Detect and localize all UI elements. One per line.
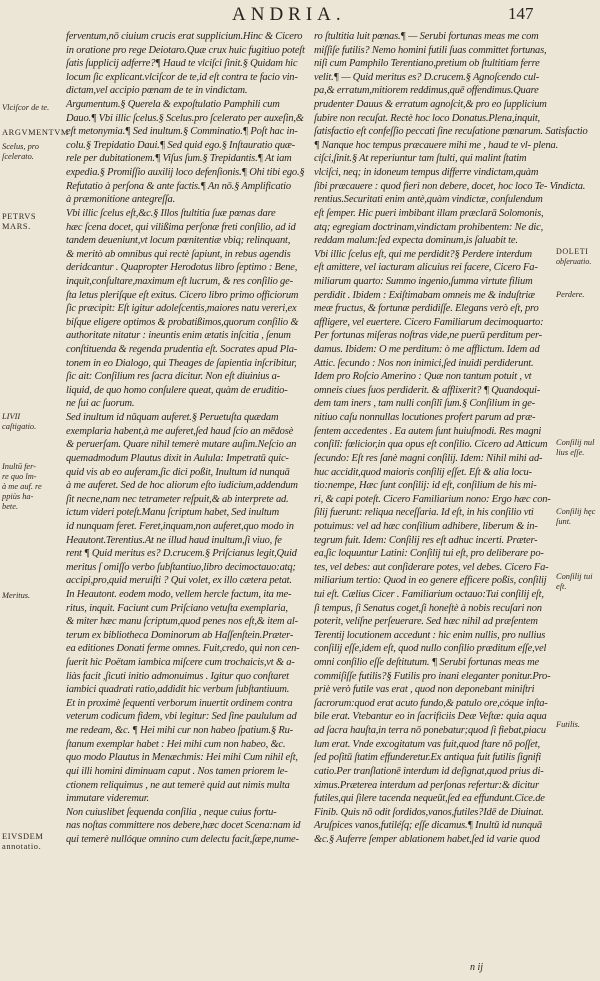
text-line: dictam,vel accipio pœnam de te in vindictam. bbox=[66, 85, 248, 97]
text-line: nitiuo caſu nonnullas locutiones profert parum ad præ- bbox=[314, 412, 536, 424]
text-line: ſecundo: Eſt res ſanè magni conſilij. Idem: Nihil mihi ad- bbox=[314, 452, 543, 464]
text-line: omni conſilio eſſe deſtitutum. ¶ Serubi fortunas meas me bbox=[314, 657, 539, 669]
text-line: tes, vel debes: aut conſiderare potes, vel debes. Cicero Fa- bbox=[314, 561, 549, 573]
text-line: tegrum fuit. Idem: Conſilij res eſt adhuc incerti. Præter- bbox=[314, 534, 538, 546]
text-line: liquid, de quo homo conſulere queat, quàm de eruditio- bbox=[66, 384, 288, 396]
text-line: inquit,conſultare,maximum eſt lucrum, & res conſilio ge- bbox=[66, 275, 293, 287]
text-line: immutare videremur. bbox=[66, 793, 149, 805]
text-line: ¶ Nanque hoc tempus præcauere mihi me , haud te vl- plena. bbox=[314, 139, 558, 151]
text-line: deridcantur . Quapropter Herodotus libro ſeptimo : Bene, bbox=[66, 262, 298, 274]
text-line: biſque eligere optimos & probatißimos,quorum conſilio & bbox=[66, 316, 299, 328]
text-line: accipi,pro,quid meruiſti ? Qui volet, ex illo cætera petat. bbox=[66, 575, 292, 587]
text-line: miſſiſe futilis? Nemo homini futili ſuas committet fortunas, bbox=[314, 44, 547, 56]
text-line: ſacrorum:quod erat acuto fundo,& patulo ore,cóque inſta- bbox=[314, 697, 548, 709]
text-line: terum ex bibliotheca Dominorum ab Haſſenſtein.Præter- bbox=[66, 629, 294, 641]
text-line: &c.§ Auferre ſemper ablationem habet,ſed id varie quod bbox=[314, 833, 540, 845]
text-line: miliarum quarto: Summo ingenio,ſumma virtute filium bbox=[314, 275, 533, 287]
text-line: Heautont.Terentius.At ne illud haud inultum,ſi viuo, fe bbox=[66, 534, 282, 546]
text-line: priè verò futile vas erat , quod non deponebant miniſtri bbox=[314, 684, 535, 696]
text-line: & peruerſam. Quare nihil temerè mutare auſim.Neſcio an bbox=[66, 439, 297, 451]
text-line: ctionem reliquimus , ne aut temerè quid aut nimis multa bbox=[66, 779, 290, 791]
margin-note-consilij-nullius: Conſilij nul lius eſſe. bbox=[556, 438, 595, 457]
text-line: niſi cum Pamphilo Terentiano,pretium ob ſtultitiam ferre bbox=[314, 58, 540, 70]
text-line: vlciſci, neq; in idoneum tempus differre vindictam,quàm bbox=[314, 167, 539, 179]
text-line: quid vis ab eo auferam,ſic dici poßit, Inultum id nunquā bbox=[66, 466, 290, 478]
text-line: catio.Per tranſlationē interdum id deſignat,quod prius di- bbox=[314, 765, 544, 777]
margin-note-futilis: Futilis. bbox=[556, 720, 580, 729]
text-line: conſtituenda & regenda prudentia eſt. Socrates apud Pla- bbox=[66, 344, 298, 356]
text-line: tui eſt. Cælius Cicer . Familiarium octauo:Tui conſilij eſt, bbox=[314, 588, 544, 600]
text-line: omneis ciues ſuos perdiderit. & afflixerit? ¶ Quandoqui- bbox=[314, 384, 541, 396]
text-line: ſic præcipit: Eſt igitur adoleſcentis,maiores natu vereri,ex bbox=[66, 303, 297, 315]
text-line: ſtanum exemplar habet : Hei mihi cum non habeo, &c. bbox=[66, 738, 286, 750]
text-line: Non cuiuslibet ſequenda conſilia , neque cuius fortu- bbox=[66, 806, 277, 818]
text-line: bile erat. Vtebantur eo in ſacrificiis Deæ Veſtæ: quia aqua bbox=[314, 711, 547, 723]
text-line: Finib. Quis nō odit ſordidos,vanos,futiles?Idē de Diuinat. bbox=[314, 806, 544, 818]
running-title: ANDRIA. bbox=[232, 4, 346, 25]
text-line: prudenter Dauus & erratum agnoſcit,& pro eo ſupplicium bbox=[314, 99, 547, 111]
margin-note-vlciscor: Vlciſcor de te. bbox=[2, 103, 50, 112]
text-line: Per fortunas miſeras noſtras vide,ne puerū perditum per- bbox=[314, 330, 542, 342]
text-line: iambici quadrati ratio,addidit hic verbum ſubſtantiuum. bbox=[66, 684, 290, 696]
text-line: Vbi illic ſcelus eſt, qui me perdidit?§ Perdere interdum bbox=[314, 248, 532, 260]
text-line: velit.¶ — Quid meritus es? D.crucem.§ Agnoſcendo cul- bbox=[314, 71, 540, 83]
text-line: à me auferet. Sed de hoc aliorum eſto iudicium,addendum bbox=[66, 480, 298, 492]
text-line: Attic. ſecundo : Nos non inimici,ſed inuidi perdiderunt. bbox=[314, 357, 534, 369]
text-line: meæ fructus, & fortunæ perdidiſſe. Elegans verò eſt, pro bbox=[314, 303, 539, 315]
text-line: ſatis ſupplicij adferre?¶ Haud te vlciſci ſinit.§ Quidam hic bbox=[66, 58, 298, 70]
text-line: Vbi illic ſcelus eſt,&c.§ Illos ſtultitia ſuæ pœnas dare bbox=[66, 207, 276, 219]
text-line: poterit, velíſne perſeuerare. Sed hæc nihil ad præſentem bbox=[314, 616, 538, 628]
text-line: rentius.Securitati enim antè,quàm vindictæ, conſulendum bbox=[314, 194, 543, 206]
text-line: atq; egregiam doctrinam,vindictam prohibentem: Ne dic, bbox=[314, 221, 543, 233]
text-line: eſt ſemper. Hic pueri imbibant illam præclarā Solomonis, bbox=[314, 207, 544, 219]
text-line: ea editiones Donati ferme omnes. Fuit,credo, qui non cen- bbox=[66, 643, 300, 655]
text-line: conſilî: fœlicior,in qua opus eſt conſilio. Cicero ad Atticum bbox=[314, 439, 548, 451]
margin-note-consilij-tui: Conſilij tui eſt. bbox=[556, 572, 593, 591]
text-line: Et in proximè ſequenti verborum inuertit ordinem contra bbox=[66, 697, 293, 709]
text-line: Aruſpices vanos,futiléſq; eſſe dicamus.¶ Inultū id nunquā bbox=[314, 820, 542, 832]
text-line: Refutatio à perſona & ante factis.¶ An nō.§ Amplificatio bbox=[66, 180, 291, 192]
text-line: huc accidit,quod maioris conſilij eſſet. Eſt & alia locu- bbox=[314, 466, 532, 478]
text-line: ri, & capi poteſt. Cicero Familiarium nono: Ergo hæc con- bbox=[314, 493, 551, 505]
text-line: eſt metonymia.¶ Sed inultum.§ Comminatio.¶ Poſt hac in- bbox=[66, 126, 298, 138]
text-line: ſi tempus, ſi Senatus coget,ſi honeſtè à nobis recuſari non bbox=[314, 602, 542, 614]
margin-note-meritus: Meritus. bbox=[2, 591, 31, 600]
text-line: & miter hæc manu ſcriptum,quod penes nos eſt,& item al- bbox=[66, 616, 298, 628]
text-line: quo modo Plautus in Menæchmis: Hei mihi Cum nihil eſt, bbox=[66, 752, 298, 764]
margin-note-inultum: Inultū fer- re quo lm- à me auf. re ppiùs ha- bete. bbox=[2, 462, 42, 511]
text-line: qui illi homini diminuam caput . Nos tamen priorem le- bbox=[66, 765, 288, 777]
text-line: ſibi præcauere : quod fieri non debere, docet, hoc loco Te- Vindicta. bbox=[314, 180, 586, 192]
catchword: n ij bbox=[470, 962, 484, 973]
text-line: eſt amittere, vel iacturam alicuius rei facere, Cicero Fa- bbox=[314, 262, 538, 274]
text-line: Sed inultum id nūquam auferet.§ Peruetuſta quædam bbox=[66, 412, 279, 424]
text-line: pa,& erratum,mitiorem reddimus,quē offendimus.Quare bbox=[314, 85, 539, 97]
text-line: me redeam, &c. ¶ Hei mihi cur non habeo ſpatium.§ Ru- bbox=[66, 725, 293, 737]
text-line: In Heautont. eodem modo, vellem hercle factum, ita me- bbox=[66, 588, 292, 600]
text-line: tio:nempe, Hæc ſunt conſilij: id eſt, conſilium de his mi- bbox=[314, 480, 537, 492]
margin-note-livii: LIVII caſtigatio. bbox=[2, 412, 37, 431]
text-line: qui temerè nullóque omnino cum delectu facit,ſæpe,nume- bbox=[66, 833, 299, 845]
text-line: ſed poſitū ſtatim effunderetur.Ex antiqua fuit futilis ſignifi bbox=[314, 752, 541, 764]
text-line: ſubire non recuſat. Rectè hoc loco Donatus.Plena,inquit, bbox=[314, 112, 540, 124]
margin-note-eiusdem: EIVSDEM annotatio. bbox=[2, 832, 44, 851]
text-line: ſatisfactio eſt confeſſio peccati ſine recuſatione pœnarum. Satisfactio bbox=[314, 126, 588, 138]
text-line: ſta letus pleriſque eſt exitus. Cicero libro primo officiorum bbox=[66, 289, 299, 301]
text-line: & meritò ab omnibus qui rectè ſapiunt, in rebus agendis bbox=[66, 248, 291, 260]
text-line: ximus.Præterea interdum ad perſonas refertur:& dicitur bbox=[314, 779, 539, 791]
text-line: liàs facit ,ſicuti initio admonuimus . Igitur quo conſtaret bbox=[66, 670, 289, 682]
text-line: Argumentum.§ Querela & expoſtulatio Pamphili cum bbox=[66, 99, 280, 111]
left-text-column bbox=[66, 30, 310, 847]
text-line: affligere, vel euertere. Cicero Familiarum decimoquarto: bbox=[314, 316, 544, 328]
text-line: ſuerit hic Poëtam iambica miſcere cum trochaicis,vt & a- bbox=[66, 657, 295, 669]
text-line: colu.§ Trepidatio Daui.¶ Sed quid ego.§ Inſtauratio quæ- bbox=[66, 139, 295, 151]
text-line: à præmonitione antegreſſa. bbox=[66, 194, 176, 206]
margin-note-argumentum: ARGVMENTVM bbox=[2, 128, 69, 137]
margin-note-consilij-hec: Conſilij hęc ſunt. bbox=[556, 507, 596, 526]
text-line: ne ſui ac ſuorum. bbox=[66, 398, 135, 410]
text-line: futiles,qui ſilere tacenda nequeūt,ſed ea effundunt.Cice.de bbox=[314, 793, 545, 805]
text-line: ſentem accedentes . Ea autem ſunt huiuſmodi. Res magni bbox=[314, 425, 542, 437]
text-line: tandem deueniunt,vt locum pœnitentiæ vbiq; relinquant, bbox=[66, 235, 291, 247]
text-line: conſilij eſſe,idem eſt, quod nullo conſilio præditum eſſe,vel bbox=[314, 643, 547, 655]
text-line: ro ſtultitia luit pœnas.¶ — Serubi fortunas meas me com bbox=[314, 31, 539, 42]
text-line: locum ſic explicant.vlciſcor de te,id eſt contra te facio vin- bbox=[66, 71, 298, 83]
text-line: in oratione pro rege Deiotaro.Quæ crux huic fugitiuo poteſt bbox=[66, 44, 305, 56]
text-line: meritus ſ omiſſo verbo ſubſtantiuo,libro decimoctauo:atq; bbox=[66, 561, 296, 573]
text-line: commiſiſſe futilis?§ Futilis pro inani eleganter ponitur.Pro- bbox=[314, 670, 551, 682]
text-line: lum erat. Vnde excogitatum vas fuit,quod ſtare nō poſſet, bbox=[314, 738, 540, 750]
margin-note-petrus-mars: PETRVS MARS. bbox=[2, 212, 37, 231]
text-line: perdidit . Ibidem : Exiſtimabam omneis me & induſtriæ bbox=[314, 289, 535, 301]
text-line: ciſci,ſinit.§ At reperiuntur tam ſtulti, qui malint ſtatim bbox=[314, 153, 527, 165]
text-line: quemadmodum Plautus dixit in Aulula: Impetratū quic- bbox=[66, 452, 289, 464]
text-line: id nunquam feret. Feret,inquam,non auferet,quo modo in bbox=[66, 520, 294, 532]
text-line: expedia.§ Promiſſio auxilij loco defenſionis.¶ Ohi tibi ego.§ bbox=[66, 167, 305, 179]
margin-note-scelus: Scelus, pro ſcelerato. bbox=[2, 142, 39, 161]
text-line: Dauo.¶ Vbi illic ſcelus.§ Scelus.pro ſcelerato per auxeſin,& bbox=[66, 112, 304, 124]
text-line: veterum codicum fidem, vbi legitur: Sed ſine paululum ad bbox=[66, 711, 297, 723]
text-line: Idem pro Roſcio Amerino : Quæ non tantum potuit , vt bbox=[314, 371, 532, 383]
text-line: ſic ait: Conſilium res ſacra dicitur. Non eſt diuinius a- bbox=[66, 371, 280, 383]
text-line: damus. Ibidem: O me perditum: ò me afflictum. Idem ad bbox=[314, 344, 540, 356]
text-line: authoritate nitatur : ineuntis enim ætatis inſcitia , ſenum bbox=[66, 330, 291, 342]
text-line: nas noſtas committere nos debere,hæc docet Scena:nam id bbox=[66, 820, 301, 832]
text-line: rent ¶ Quid meritus es? D.crucem.§ Priſcianus legit,Quid bbox=[66, 548, 297, 560]
text-line: ad ſacra hauſta,in terra nō ponebatur;quod ſi fiebat,piacu bbox=[314, 725, 546, 737]
margin-note-perdere: Perdere. bbox=[556, 290, 585, 299]
text-line: Terentij locutionem accedunt : hic enim nullis, pro nullius bbox=[314, 629, 546, 641]
text-line: miliarium tertio: Quod in eo genere efficere poßis, conſilij bbox=[314, 575, 547, 587]
text-line: tonem in eo Dialogo, qui Theages de ſapientia inſcribitur, bbox=[66, 357, 297, 369]
text-line: reddam malum:ſed expecta dominum,is ſaluabit te. bbox=[314, 235, 518, 247]
text-line: exemplaria habent,à me auferet,ſed haud ſcio an mēdosè bbox=[66, 425, 294, 437]
page-number: 147 bbox=[508, 4, 534, 23]
text-line: potuimus: vel ad hæc conſilium adhibere, liberum & in- bbox=[314, 520, 538, 532]
text-line: ritus, inquit. Faciunt cum Priſciano vetuſta exemplaria, bbox=[66, 602, 288, 614]
text-line: ictum videri poteſt.Manu ſcriptum habet, Sed inultum bbox=[66, 507, 279, 519]
margin-note-doleti: DOLETI obſeruatio. bbox=[556, 247, 592, 266]
text-line: ſit necne,nam nec tetrameter reſpuit,& ab interprete ad. bbox=[66, 493, 289, 505]
text-line: ea,ſic loquuntur Latini: Conſilij tui eſt, pro deliberare po- bbox=[314, 548, 544, 560]
text-line: dem tam iners , tam nulli conſilî ſum.§ Conſilium in ge- bbox=[314, 398, 535, 410]
text-line: hæc ſcena docet, qui vilißima perſonæ freti conſilio, ad id bbox=[66, 221, 296, 233]
text-line: rele per dubitationem.¶ Viſus ſum.§ Trepidantis.¶ At iam bbox=[66, 153, 292, 165]
text-line: ſilij fuerunt: reliqua neceſſaria. Id eſt, in his conſilio vti bbox=[314, 507, 534, 519]
text-line: ferventum,nō ciuium crucis erat supplicium.Hinc & Cicero bbox=[66, 31, 303, 42]
